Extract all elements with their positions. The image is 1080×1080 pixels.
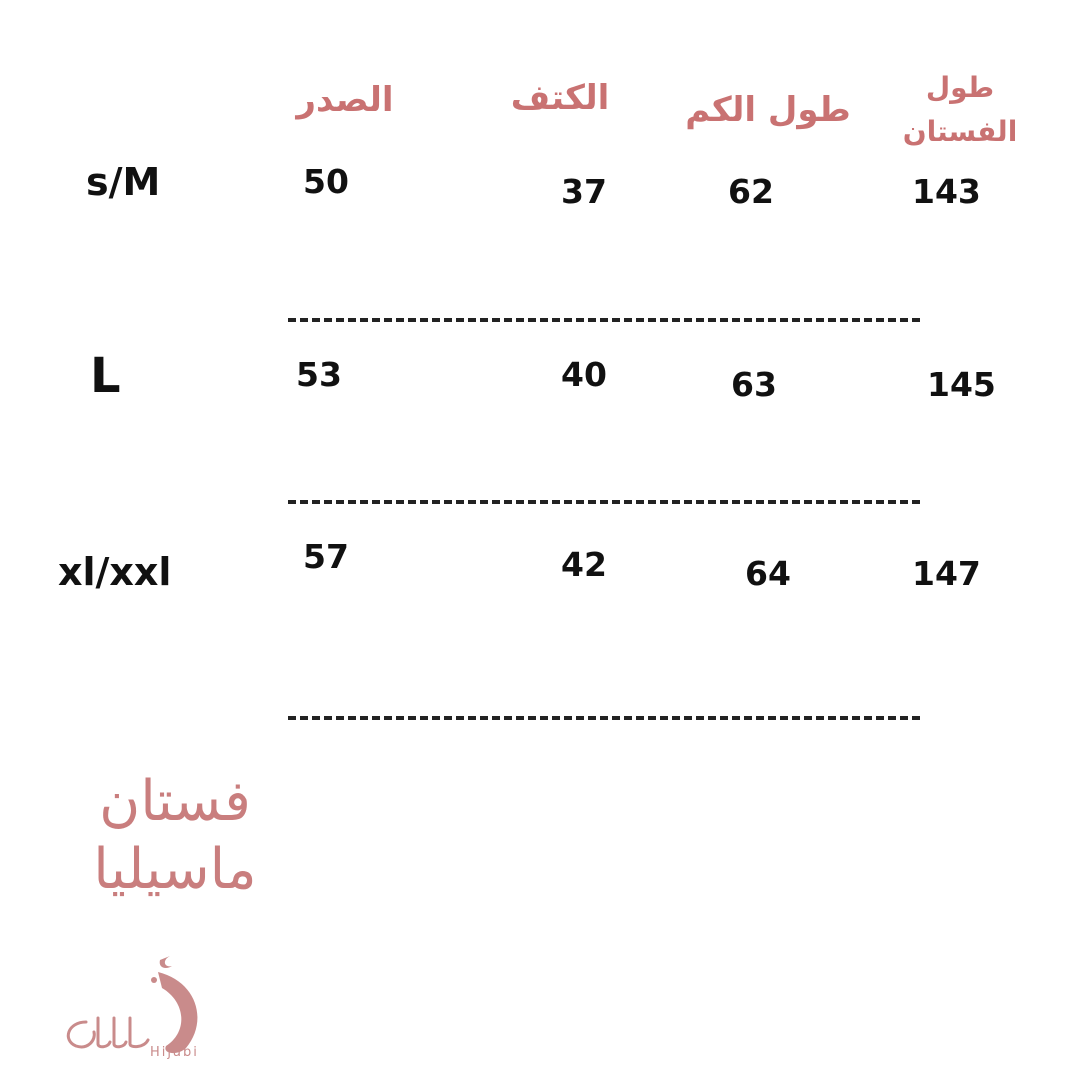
sleeve-length-value: 63	[731, 365, 777, 404]
size-label: s/M	[86, 160, 161, 204]
row-divider	[288, 500, 920, 504]
header-shoulder: الكتف	[510, 78, 610, 118]
chest-value: 53	[296, 355, 342, 394]
row-divider	[288, 318, 920, 322]
shoulder-value: 42	[561, 545, 607, 584]
shoulder-value: 37	[561, 172, 607, 211]
header-dress-length-line1: طول	[925, 71, 995, 104]
header-dress-length-line2: الفستان	[902, 115, 1018, 148]
chest-value: 50	[303, 162, 349, 201]
product-title-line2: ماسيليا	[93, 837, 257, 902]
brand-logo-icon	[58, 952, 218, 1062]
chest-value: 57	[303, 537, 349, 576]
brand-logo	[58, 952, 218, 1062]
sleeve-length-value: 62	[728, 172, 774, 211]
svg-text:Hijabi: Hijabi	[150, 1045, 199, 1060]
product-title-line1: فستان	[99, 769, 251, 834]
header-chest: الصدر	[296, 80, 394, 120]
size-label: L	[90, 348, 121, 404]
sleeve-length-value: 64	[745, 554, 791, 593]
size-label: xl/xxl	[58, 550, 172, 594]
dress-length-value: 147	[912, 554, 981, 593]
dress-length-value: 143	[912, 172, 981, 211]
shoulder-value: 40	[561, 355, 607, 394]
dress-length-value: 145	[927, 365, 996, 404]
row-divider	[288, 716, 920, 720]
header-sleeve-length: طول الكم	[685, 90, 851, 130]
